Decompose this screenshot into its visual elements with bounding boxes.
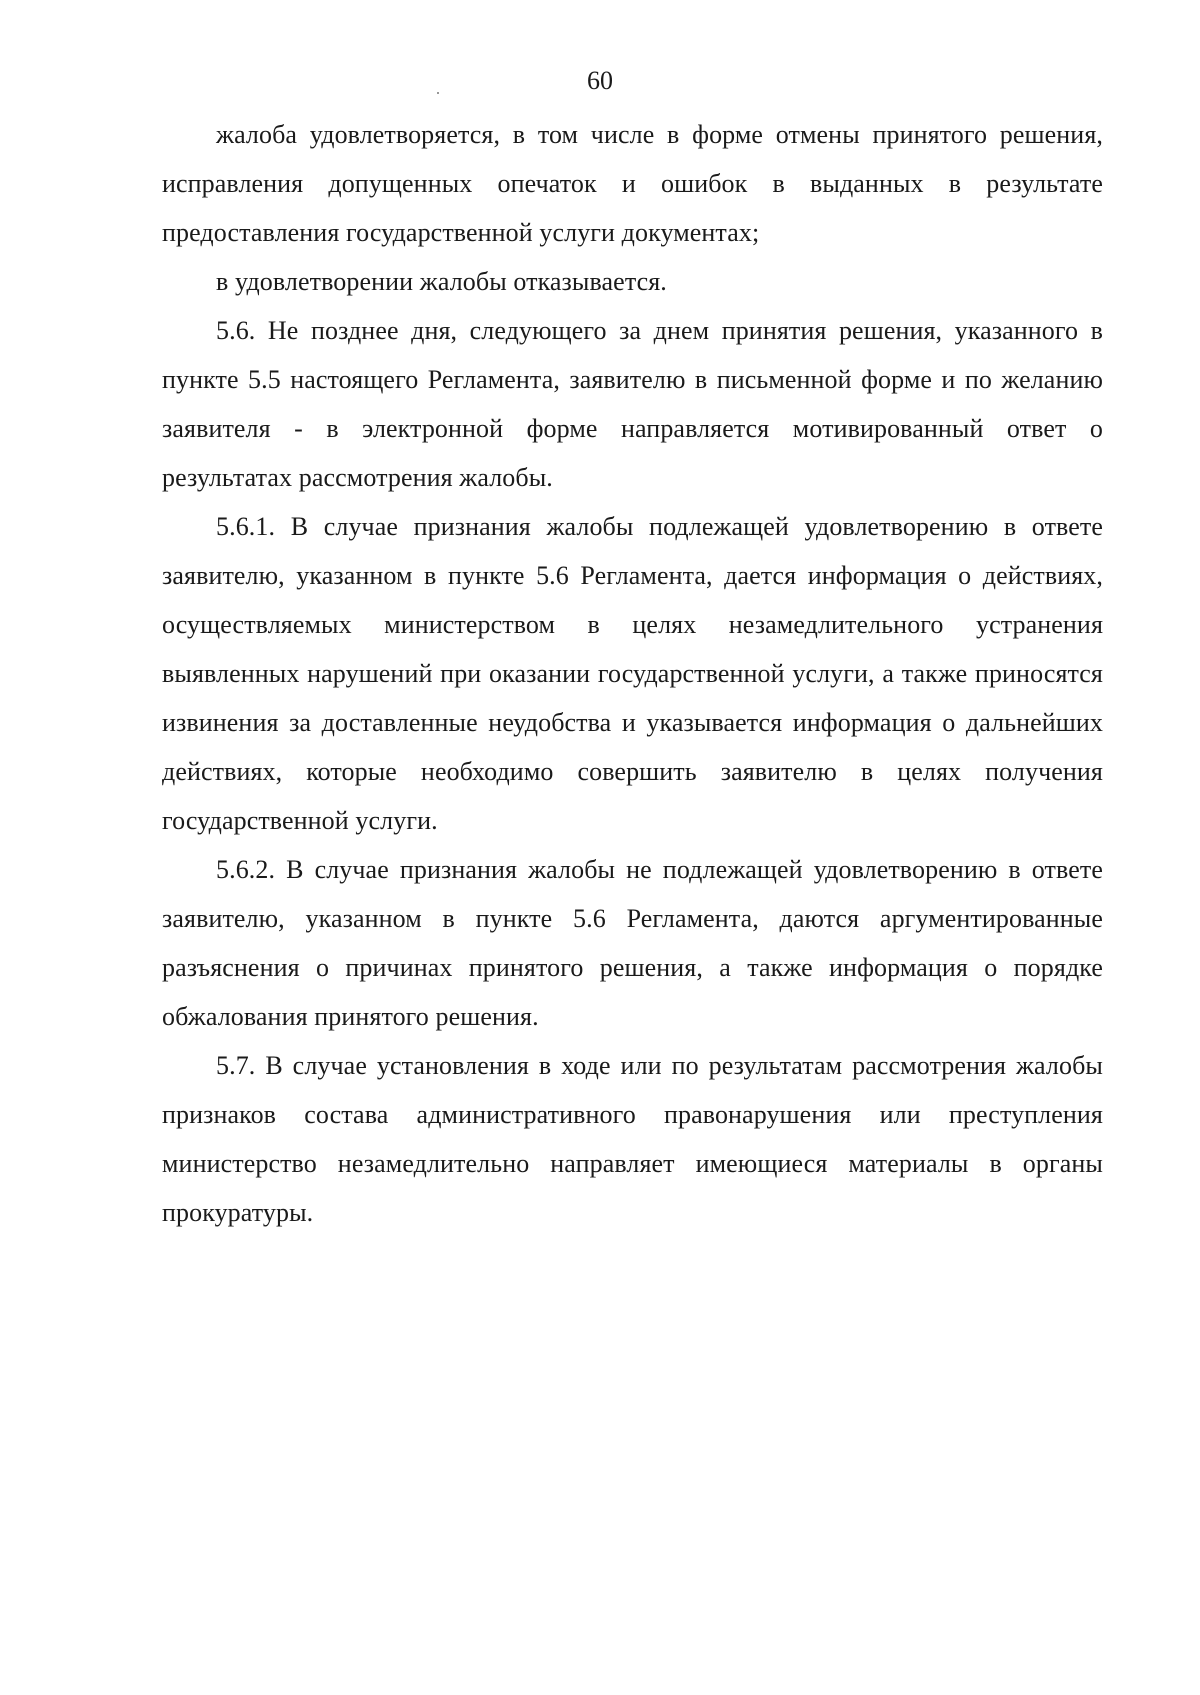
paragraph-5-6-2: 5.6.2. В случае признания жалобы не подлежащей удовлетворению в ответе заявителю, указанном в пункте 5.6 Регламента, даются аргументированные разъяснения о причинах принятого решения, а также информация о порядке обжалования принятого решения. <box>162 855 1103 1031</box>
paragraph-5-6: 5.6. Не позднее дня, следующего за днем принятия решения, указанного в пункте 5.5 настоящего Регламента, заявителю в письменной форме и по желанию заявителя - в электронной форме направляется мотивированный ответ о результатах рассмотрения жалобы. <box>162 316 1103 492</box>
document-body <box>162 110 1103 1237</box>
paragraph-5-7: 5.7. В случае установления в ходе или по результатам рассмотрения жалобы признаков состава административного правонарушения или преступления министерство незамедлительно направляет имеющиеся материалы в органы прокуратуры. <box>162 1051 1103 1227</box>
paragraph-5-6-1: 5.6.1. В случае признания жалобы подлежащей удовлетворению в ответе заявителю, указанном в пункте 5.6 Регламента, дается информация о действиях, осуществляемых министерством в целях незамедлительного устранения выявленных нарушений при оказании государственной услуги, а также приносятся извинения за доставленные неудобства и указывается информация о дальнейших действиях, которые необходимо совершить заявителю в целях получения государственной услуги. <box>162 512 1103 835</box>
paragraph-complaint-satisfied: жалоба удовлетворяется, в том числе в форме отмены принятого решения, исправления допущенных опечаток и ошибок в выданных в результате предоставления государственной услуги документах; <box>162 120 1103 247</box>
page-number: 60 <box>587 66 613 95</box>
paragraph-complaint-rejected: в удовлетворении жалобы отказывается. <box>216 267 667 296</box>
